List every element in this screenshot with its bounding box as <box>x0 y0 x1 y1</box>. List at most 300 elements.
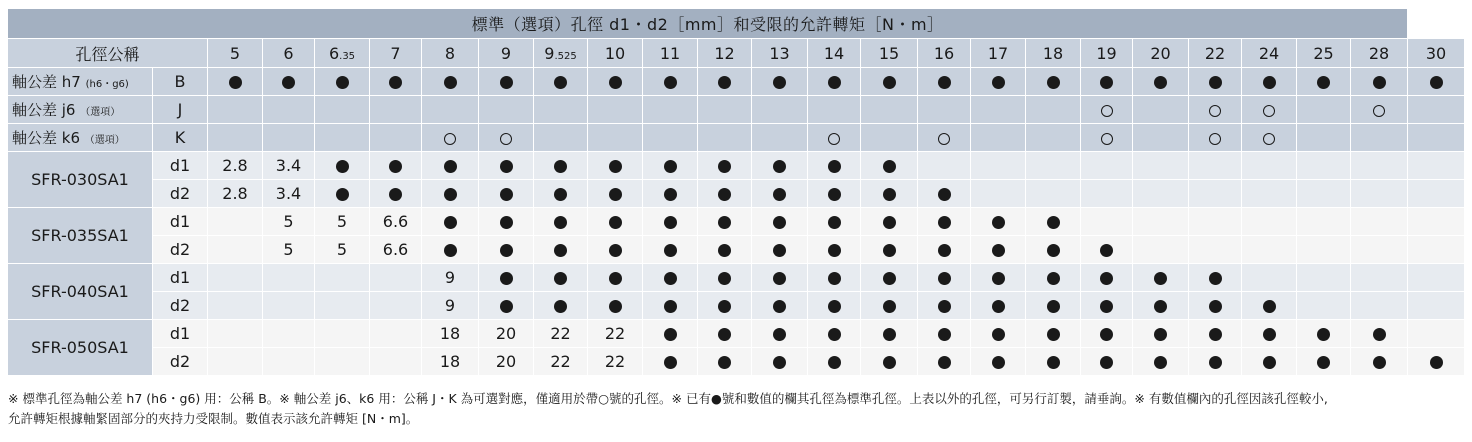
model-cell <box>643 348 698 376</box>
model-cell <box>370 320 422 348</box>
standard-bore-dot <box>773 356 786 369</box>
model-cell <box>1189 208 1242 236</box>
standard-bore-dot <box>938 244 951 257</box>
standard-bore-dot <box>554 244 567 257</box>
shaft-cell <box>918 124 971 152</box>
shaft-cell <box>1133 124 1189 152</box>
bore-size-header <box>422 39 479 68</box>
model-cell <box>534 152 588 180</box>
standard-bore-dot <box>664 272 677 285</box>
shaft-cell <box>1189 96 1242 124</box>
model-cell <box>208 292 263 320</box>
model-cell <box>918 264 971 292</box>
model-cell <box>918 292 971 320</box>
standard-bore-dot <box>664 356 677 369</box>
model-cell <box>918 320 971 348</box>
model-cell <box>534 208 588 236</box>
model-cell <box>698 152 752 180</box>
shaft-cell <box>263 96 315 124</box>
model-cell <box>263 292 315 320</box>
model-cell <box>263 264 315 292</box>
standard-bore-dot <box>992 76 1005 89</box>
bore-size-value: 9 <box>500 43 512 63</box>
model-cell <box>643 236 698 264</box>
standard-bore-dot <box>554 216 567 229</box>
shaft-cell <box>752 96 808 124</box>
footnotes <box>8 389 1468 429</box>
standard-bore-dot <box>938 356 951 369</box>
model-cell <box>861 348 918 376</box>
shaft-tolerance-note: （選項） <box>84 135 125 146</box>
model-cell <box>1351 348 1408 376</box>
model-cell <box>1351 152 1408 180</box>
standard-bore-dot <box>718 328 731 341</box>
bore-size-header <box>1408 39 1465 68</box>
standard-bore-dot <box>609 188 622 201</box>
model-cell <box>1081 264 1133 292</box>
model-cell <box>808 264 861 292</box>
model-cell <box>588 208 643 236</box>
model-cell <box>1408 208 1465 236</box>
model-cell <box>861 292 918 320</box>
standard-bore-dot <box>883 356 896 369</box>
model-cell <box>315 292 370 320</box>
bore-size-header <box>752 39 808 68</box>
bore-size-value: 9 <box>544 43 555 63</box>
standard-bore-dot <box>938 216 951 229</box>
standard-bore-dot <box>1263 300 1276 313</box>
bore-size-fraction: .525 <box>554 50 577 62</box>
model-cell <box>588 236 643 264</box>
model-cell <box>208 264 263 292</box>
model-cell <box>1133 180 1189 208</box>
standard-bore-dot <box>1209 356 1222 369</box>
shaft-cell <box>1351 96 1408 124</box>
model-cell: 3.4 <box>263 180 315 208</box>
shaft-cell <box>1081 96 1133 124</box>
option-bore-circle <box>1263 133 1275 145</box>
standard-bore-dot <box>1154 356 1167 369</box>
standard-bore-dot <box>1209 328 1222 341</box>
shaft-cell <box>971 96 1026 124</box>
shaft-cell <box>1133 68 1189 96</box>
standard-bore-dot <box>773 160 786 173</box>
standard-bore-dot <box>389 76 402 89</box>
model-cell <box>1408 264 1465 292</box>
standard-bore-dot <box>1047 356 1060 369</box>
model-cell <box>315 152 370 180</box>
standard-bore-dot <box>992 300 1005 313</box>
shaft-cell <box>588 96 643 124</box>
model-cell <box>643 152 698 180</box>
shaft-cell <box>1242 68 1297 96</box>
standard-bore-dot <box>664 160 677 173</box>
shaft-cell <box>643 96 698 124</box>
standard-bore-dot <box>773 76 786 89</box>
shaft-cell <box>1026 96 1081 124</box>
model-cell: 18 <box>422 320 479 348</box>
model-cell <box>315 348 370 376</box>
model-cell: 22 <box>534 348 588 376</box>
bore-size-value: 7 <box>390 43 401 63</box>
model-cell <box>752 348 808 376</box>
model-cell <box>534 264 588 292</box>
shaft-cell <box>422 68 479 96</box>
standard-bore-dot <box>500 216 513 229</box>
model-cell <box>1081 320 1133 348</box>
model-cell: 3.4 <box>263 152 315 180</box>
standard-bore-dot <box>718 76 731 89</box>
bore-size-value: 5 <box>229 43 241 63</box>
standard-bore-dot <box>1100 244 1113 257</box>
model-cell <box>1081 208 1133 236</box>
model-cell <box>1189 320 1242 348</box>
standard-bore-dot <box>828 188 841 201</box>
standard-bore-dot <box>609 76 622 89</box>
standard-bore-dot <box>938 300 951 313</box>
shaft-cell <box>698 124 752 152</box>
bore-size-value: 22 <box>1204 43 1226 63</box>
bore-size-header <box>861 39 918 68</box>
standard-bore-dot <box>1263 356 1276 369</box>
standard-bore-dot <box>1263 76 1276 89</box>
model-cell <box>1351 320 1408 348</box>
bore-size-value: 25 <box>1313 43 1334 63</box>
shaft-cell <box>1189 68 1242 96</box>
model-cell <box>315 320 370 348</box>
model-cell: 5 <box>263 236 315 264</box>
shaft-code: J <box>153 96 208 124</box>
bore-side-label: d2 <box>153 236 208 264</box>
standard-bore-dot <box>1154 300 1167 313</box>
shaft-cell <box>808 96 861 124</box>
standard-bore-dot <box>938 188 951 201</box>
model-cell <box>861 208 918 236</box>
model-cell <box>698 320 752 348</box>
bore-size-value: 30 <box>1425 43 1447 63</box>
model-cell: 2.8 <box>208 180 263 208</box>
standard-bore-dot <box>1317 76 1330 89</box>
shaft-cell <box>534 68 588 96</box>
shaft-cell <box>422 96 479 124</box>
standard-bore-dot <box>664 244 677 257</box>
model-cell <box>479 292 534 320</box>
model-name: SFR-050SA1 <box>8 320 153 376</box>
standard-bore-dot <box>938 76 951 89</box>
model-cell <box>643 292 698 320</box>
shaft-tolerance-label <box>8 96 153 124</box>
standard-bore-dot <box>444 76 457 89</box>
option-bore-circle <box>1373 105 1385 117</box>
model-cell <box>1242 208 1297 236</box>
bore-size-fraction: .35 <box>339 50 356 62</box>
bore-side-label: d2 <box>153 292 208 320</box>
bore-size-value: 24 <box>1258 43 1280 63</box>
model-cell <box>1297 236 1351 264</box>
standard-bore-dot <box>609 244 622 257</box>
model-cell <box>370 292 422 320</box>
standard-bore-dot <box>444 244 457 257</box>
standard-bore-dot <box>554 188 567 201</box>
model-cell <box>1133 208 1189 236</box>
model-cell <box>1133 292 1189 320</box>
standard-bore-dot <box>883 188 896 201</box>
model-cell <box>1189 264 1242 292</box>
model-cell <box>643 208 698 236</box>
model-cell <box>752 320 808 348</box>
model-cell <box>1081 152 1133 180</box>
standard-bore-dot <box>828 244 841 257</box>
shaft-cell <box>1408 124 1465 152</box>
standard-bore-dot <box>229 76 242 89</box>
model-cell <box>1351 264 1408 292</box>
standard-bore-dot <box>389 160 402 173</box>
model-cell <box>698 292 752 320</box>
bore-size-value: 8 <box>444 43 456 63</box>
shaft-cell <box>263 68 315 96</box>
shaft-cell <box>370 96 422 124</box>
bore-side-label: d1 <box>153 264 208 292</box>
shaft-cell <box>208 124 263 152</box>
model-cell <box>1408 292 1465 320</box>
model-cell <box>1189 236 1242 264</box>
model-cell <box>1189 152 1242 180</box>
model-cell <box>971 236 1026 264</box>
standard-bore-dot <box>1209 76 1222 89</box>
standard-bore-dot <box>828 76 841 89</box>
shaft-cell <box>315 68 370 96</box>
standard-bore-dot <box>1047 216 1060 229</box>
model-cell <box>1242 264 1297 292</box>
model-cell: 6.6 <box>370 236 422 264</box>
model-cell <box>1242 152 1297 180</box>
standard-bore-dot <box>992 356 1005 369</box>
bore-size-value: 14 <box>823 43 845 63</box>
standard-bore-dot <box>883 272 896 285</box>
model-cell: 9 <box>422 292 479 320</box>
model-cell <box>370 348 422 376</box>
option-bore-circle <box>938 133 950 145</box>
shaft-cell <box>479 124 534 152</box>
model-cell <box>1026 208 1081 236</box>
model-cell <box>1081 236 1133 264</box>
standard-bore-dot <box>883 244 896 257</box>
standard-bore-dot <box>1317 328 1330 341</box>
model-cell <box>1351 208 1408 236</box>
bore-size-value: 15 <box>878 43 900 63</box>
option-bore-circle <box>1101 105 1113 117</box>
standard-bore-dot <box>883 328 896 341</box>
model-cell <box>971 320 1026 348</box>
standard-bore-dot <box>1430 356 1443 369</box>
shaft-cell <box>422 124 479 152</box>
bore-side-label: d2 <box>153 348 208 376</box>
model-cell <box>808 320 861 348</box>
shaft-cell <box>534 124 588 152</box>
bore-size-value: 20 <box>1150 43 1171 63</box>
shaft-tolerance-label <box>8 68 153 96</box>
shaft-cell <box>1297 96 1351 124</box>
option-bore-circle <box>444 133 456 145</box>
bore-size-header <box>1133 39 1189 68</box>
standard-bore-dot <box>938 272 951 285</box>
model-cell <box>698 264 752 292</box>
model-cell <box>422 152 479 180</box>
model-cell <box>208 208 263 236</box>
shaft-code: B <box>153 68 208 96</box>
standard-bore-dot <box>336 160 349 173</box>
model-cell <box>1242 348 1297 376</box>
shaft-cell <box>1133 96 1189 124</box>
shaft-cell <box>588 124 643 152</box>
shaft-cell <box>643 68 698 96</box>
standard-bore-dot <box>828 216 841 229</box>
model-cell <box>1081 348 1133 376</box>
standard-bore-dot <box>773 188 786 201</box>
shaft-cell <box>370 124 422 152</box>
standard-bore-dot <box>828 356 841 369</box>
model-cell <box>752 236 808 264</box>
model-cell <box>1242 180 1297 208</box>
standard-bore-dot <box>554 160 567 173</box>
model-cell: 6.6 <box>370 208 422 236</box>
option-bore-circle <box>1101 133 1113 145</box>
standard-bore-dot <box>500 188 513 201</box>
shaft-cell <box>1408 68 1465 96</box>
model-cell <box>422 236 479 264</box>
standard-bore-dot <box>773 300 786 313</box>
standard-bore-dot <box>773 216 786 229</box>
model-cell <box>588 292 643 320</box>
model-cell <box>1189 180 1242 208</box>
shaft-cell <box>752 68 808 96</box>
shaft-cell <box>698 68 752 96</box>
standard-bore-dot <box>883 76 896 89</box>
model-cell <box>588 152 643 180</box>
bore-size-header <box>808 39 861 68</box>
bore-size-header <box>1242 39 1297 68</box>
model-cell <box>752 208 808 236</box>
standard-bore-dot <box>828 160 841 173</box>
model-cell <box>698 208 752 236</box>
model-cell <box>861 152 918 180</box>
shaft-cell <box>1242 124 1297 152</box>
model-cell <box>643 180 698 208</box>
bore-size-value: 17 <box>987 43 1009 63</box>
standard-bore-dot <box>609 216 622 229</box>
bore-size-header <box>1081 39 1133 68</box>
model-cell: 20 <box>479 348 534 376</box>
shaft-tolerance-name: 軸公差 j6 <box>12 101 76 119</box>
bore-side-label: d1 <box>153 208 208 236</box>
model-cell <box>588 180 643 208</box>
bore-size-header <box>479 39 534 68</box>
standard-bore-dot <box>500 160 513 173</box>
shaft-cell <box>315 96 370 124</box>
model-cell: 18 <box>422 348 479 376</box>
shaft-cell <box>315 124 370 152</box>
standard-bore-dot <box>554 300 567 313</box>
shaft-cell <box>1081 68 1133 96</box>
model-cell <box>861 236 918 264</box>
model-cell <box>1133 264 1189 292</box>
standard-bore-dot <box>718 244 731 257</box>
bore-size-header <box>1351 39 1408 68</box>
shaft-code: K <box>153 124 208 152</box>
standard-bore-dot <box>1047 244 1060 257</box>
model-cell <box>1242 292 1297 320</box>
shaft-cell <box>808 68 861 96</box>
standard-bore-dot <box>609 272 622 285</box>
shaft-cell <box>971 68 1026 96</box>
model-cell <box>1133 152 1189 180</box>
model-name: SFR-035SA1 <box>8 208 153 264</box>
shaft-cell <box>1189 124 1242 152</box>
shaft-cell <box>370 68 422 96</box>
model-cell <box>1133 348 1189 376</box>
model-cell <box>971 292 1026 320</box>
model-cell <box>208 320 263 348</box>
model-cell <box>1351 180 1408 208</box>
model-cell <box>1351 292 1408 320</box>
model-cell <box>534 292 588 320</box>
model-cell <box>643 264 698 292</box>
shaft-tolerance-name: 軸公差 h7 <box>12 73 81 91</box>
shaft-cell <box>1351 124 1408 152</box>
model-cell <box>808 348 861 376</box>
model-cell <box>698 348 752 376</box>
model-cell <box>263 348 315 376</box>
model-cell <box>1026 320 1081 348</box>
standard-bore-dot <box>1154 272 1167 285</box>
bore-side-label: d1 <box>153 320 208 348</box>
standard-bore-dot <box>500 76 513 89</box>
model-cell <box>588 264 643 292</box>
standard-bore-dot <box>883 160 896 173</box>
standard-bore-dot <box>1373 356 1386 369</box>
bore-size-value: 19 <box>1096 43 1117 63</box>
model-cell <box>808 180 861 208</box>
model-cell <box>1297 180 1351 208</box>
model-cell <box>808 292 861 320</box>
shaft-cell <box>918 96 971 124</box>
shaft-cell <box>479 68 534 96</box>
model-cell <box>808 152 861 180</box>
model-cell: 22 <box>588 320 643 348</box>
bore-size-header <box>1297 39 1351 68</box>
bore-side-label: d2 <box>153 180 208 208</box>
model-cell <box>208 236 263 264</box>
standard-bore-dot <box>773 244 786 257</box>
shaft-tolerance-name: 軸公差 k6 <box>12 129 80 147</box>
model-cell <box>643 320 698 348</box>
standard-bore-dot <box>664 300 677 313</box>
standard-bore-dot <box>1100 76 1113 89</box>
shaft-cell <box>918 68 971 96</box>
option-bore-circle <box>1263 105 1275 117</box>
model-cell <box>752 152 808 180</box>
bore-size-value: 28 <box>1368 43 1390 63</box>
standard-bore-dot <box>609 300 622 313</box>
bore-size-value: 13 <box>769 43 790 63</box>
standard-bore-dot <box>773 328 786 341</box>
standard-bore-dot <box>1209 272 1222 285</box>
model-cell <box>1242 320 1297 348</box>
model-cell <box>534 180 588 208</box>
footnote-line-2: 允許轉矩根據軸緊固部分的夾持力受限制。數值表示該允許轉矩 [N・m]。 <box>8 411 419 426</box>
model-cell <box>918 180 971 208</box>
standard-bore-dot <box>1317 356 1330 369</box>
